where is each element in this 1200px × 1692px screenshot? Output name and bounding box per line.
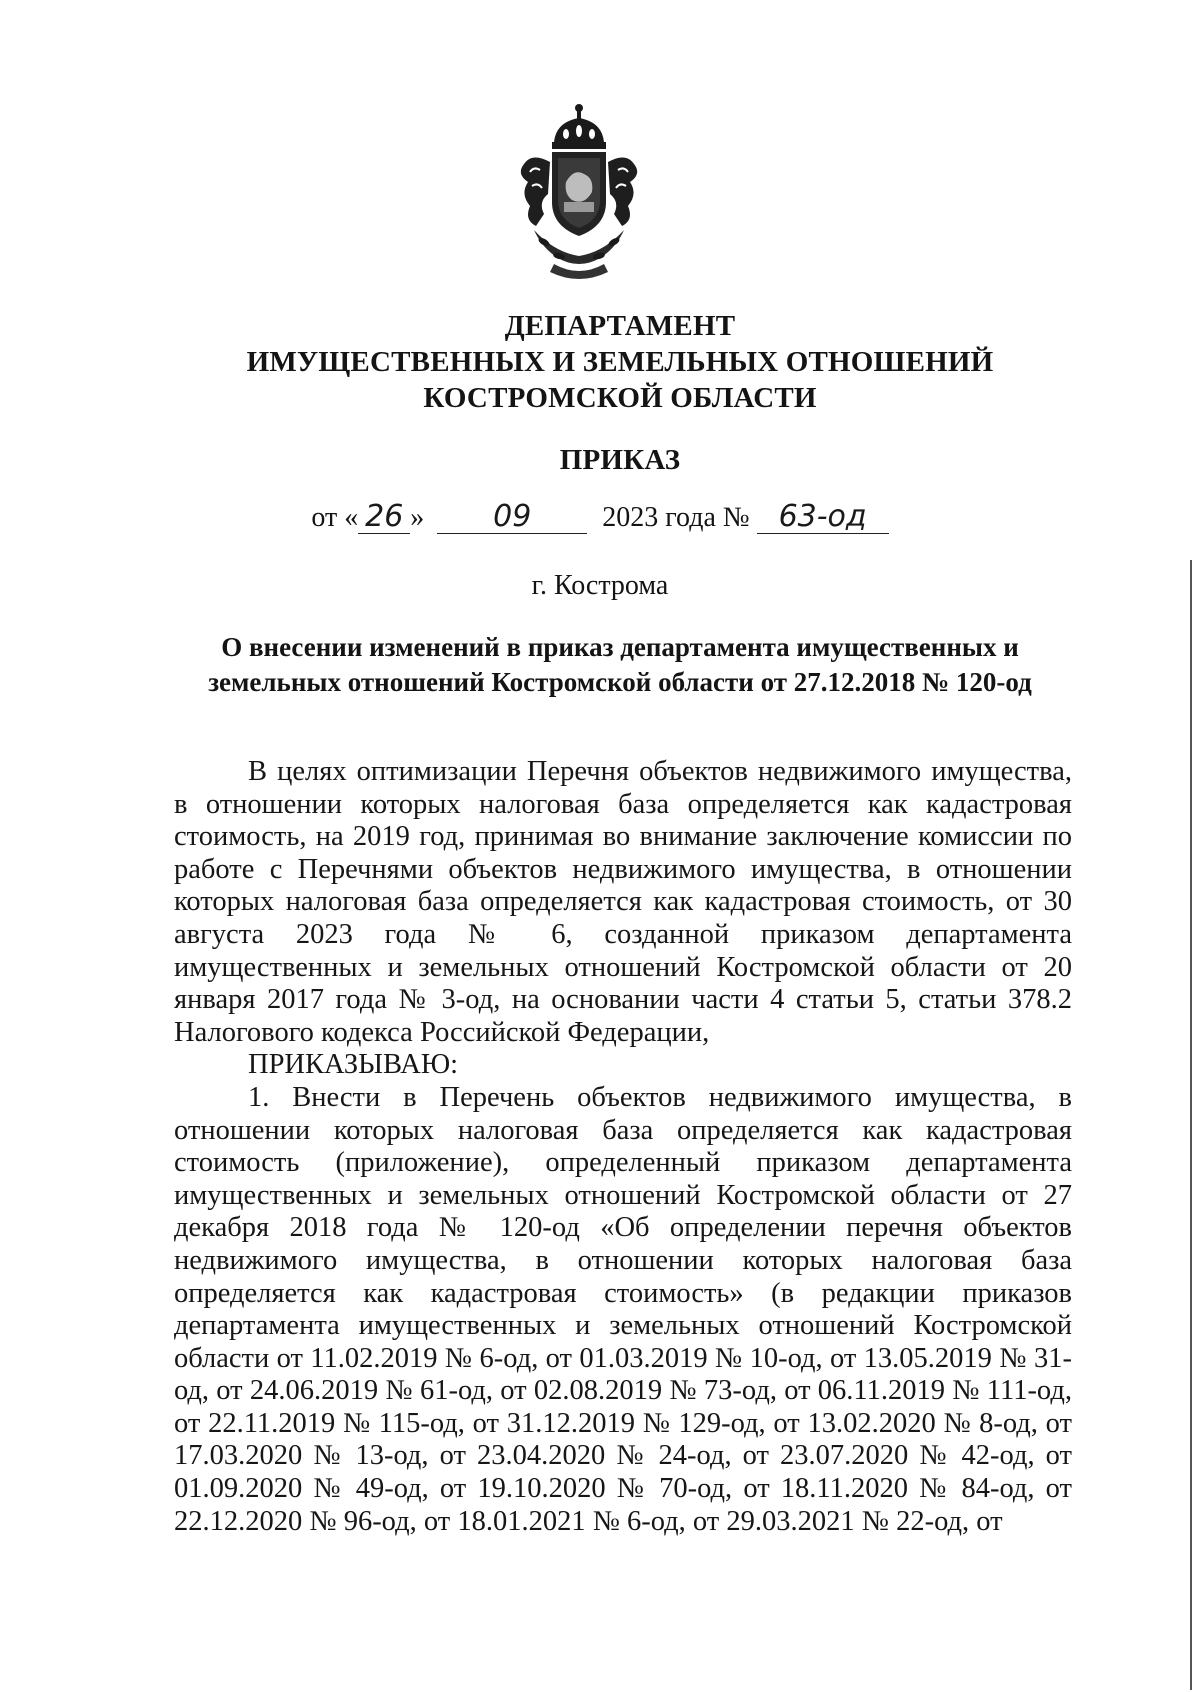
department-name-line-3: КОСТРОМСКОЙ ОБЛАСТИ <box>423 382 817 414</box>
date-year-text: 2023 года № <box>602 502 750 533</box>
clause-1-paragraph: 1. Внести в Перечень объектов недвижимого имущества, в отношении которых налоговая база определяется как кадастровая стоимость (приложение), определенный приказом департамента имущественных и земельных отношений Костромской области от 27 декабря 2018 года № 120-од «Об определении перечня объектов недвижимого имущества, в отношении которых налоговая база определяется как кадастровая стоимость» (в редакции приказов департамента имущественных и земельных отношений Костромской области от 11.02.2019 № 6-од, от 01.03.2019 № 10-од, от 13.05.2019 № 31-од, от 24.06.2019 № 61-од, от 02.08.2019 № 73-од, от 06.11.2019 № 111-од, от 22.11.2019 № 115-од, от 31.12.2019 № 129-од, от 13.02.2020 № 8-од, от 17.03.2020 № 13-од, от 23.04.2020 № 24-од, от 23.07.2020 № 42-од, от 01.09.2020 № 49-од, от 19.10.2020 № 70-од, от 18.11.2020 № 84-од, от 22.12.2020 № 96-од, от 18.01.2021 № 6-од, от 29.03.2021 № 22-од, от <box>174 1081 1072 1537</box>
city-name: г. Кострома <box>531 570 669 601</box>
order-title: ПРИКАЗ <box>559 444 681 476</box>
coat-of-arms-icon <box>504 102 654 282</box>
date-prefix: от « <box>311 502 359 533</box>
order-body <box>174 756 1072 1538</box>
handwritten-day: 26 <box>358 502 410 534</box>
handwritten-order-number: 63-од <box>757 502 889 534</box>
order-subject-line-1: О внесении изменений в приказ департамента имущественных и <box>221 632 1019 662</box>
department-name-line-1: ДЕПАРТАМЕНТ <box>504 310 736 342</box>
order-date-line <box>0 500 1200 536</box>
scan-edge-line <box>1190 560 1192 1690</box>
department-name-line-2: ИМУЩЕСТВЕННЫХ И ЗЕМЕЛЬНЫХ ОТНОШЕНИЙ <box>246 346 994 378</box>
order-subject-line-2: земельных отношений Костромской области от 27.12.2018 № 120-од <box>208 667 1032 697</box>
preamble-paragraph: В целях оптимизации Перечня объектов недвижимого имущества, в отношении которых налоговая база определяется как кадастровая стоимость, на 2019 год, принимая во внимание заключение комиссии по работе с Перечнями объектов недвижимого имущества, в отношении которых налоговая база определяется как кадастровая стоимость, от 30 августа 2023 года № 6, созданной приказом департамента имущественных и земельных отношений Костромской области от 20 января 2017 года № 3-од, на основании части 4 статьи 5, статьи 378.2 Налогового кодекса Российской Федерации, <box>174 756 1072 1048</box>
date-quote-close: » <box>410 502 425 533</box>
order-directive-word: ПРИКАЗЫВАЮ: <box>248 1049 459 1081</box>
handwritten-month: 09 <box>437 502 587 534</box>
